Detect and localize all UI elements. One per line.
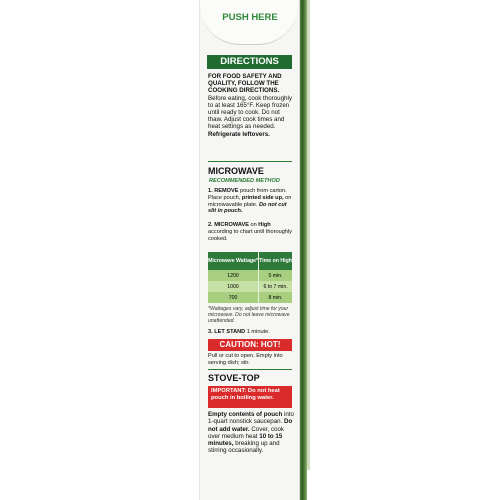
table-cell-wattage: 700 — [208, 292, 259, 303]
caution-text: Pull or cut to open. Empty into serving dish; stir. — [208, 353, 283, 366]
package-green-edge-highlight — [307, 0, 310, 470]
step-1-text-a: pouch from carton. Place pouch, — [208, 188, 287, 201]
microwave-heading: MICROWAVE — [208, 166, 264, 176]
package-green-edge — [300, 0, 307, 500]
table-header-wattage: Microwave Wattage* — [208, 252, 259, 270]
stovetop-no-water: Do not add water. — [208, 418, 293, 433]
stovetop-instructions — [208, 411, 294, 455]
section-divider — [208, 369, 292, 370]
microwave-time-table — [208, 252, 292, 303]
microwave-subtitle: RECOMMENDED METHOD — [209, 178, 280, 184]
directions-heading: DIRECTIONS — [207, 55, 292, 69]
microwave-step-3 — [208, 329, 294, 336]
push-here-label: PUSH HERE — [222, 12, 278, 23]
directions-leftovers: Refrigerate leftovers. — [208, 130, 270, 138]
directions-body: Before eating, cook thoroughly to at least 165°F. Keep frozen until ready to cook. Do not thaw. Adjust cook times and heat settings as needed. — [208, 94, 292, 131]
step-2-on: on — [250, 222, 257, 228]
step-2-text-b: according to chart until thoroughly cooked. — [208, 228, 292, 242]
section-divider — [208, 161, 292, 162]
step-2-lead: 2. MICROWAVE — [208, 222, 249, 228]
stovetop-time: 10 to 15 minutes, — [208, 432, 283, 448]
table-cell-wattage: 1200 — [208, 270, 259, 281]
stovetop-stir: breaking up and stirring occasionally. — [208, 440, 280, 455]
directions-intro: FOR FOOD SAFETY AND QUALITY, FOLLOW THE COOKING DIRECTIONS. — [208, 73, 282, 95]
step-3-lead: 3. LET STAND — [208, 329, 246, 335]
stovetop-saucepan: into 1-quart nonstick saucepan. — [208, 411, 294, 426]
step-1-printed-side: printed side up, — [241, 194, 284, 201]
table-cell-time: 5 min. — [259, 270, 292, 281]
table-cell-time: 6 to 7 min. — [259, 281, 292, 292]
step-1-text-c: on microwavable plate. — [208, 194, 292, 208]
stovetop-heading: STOVE-TOP — [208, 373, 260, 383]
table-row — [208, 281, 292, 292]
table-header-time: Time on High — [259, 252, 292, 270]
step-3-text: 1 minute. — [246, 329, 270, 335]
stovetop-empty-contents: Empty contents of pouch — [208, 411, 283, 418]
step-1-no-slit: Do not cut slit in pouch. — [208, 201, 287, 215]
table-header-row — [208, 252, 292, 270]
table-row — [208, 292, 292, 303]
stovetop-cover: Cover, cook over medium heat — [208, 425, 285, 440]
table-cell-wattage: 1000 — [208, 281, 259, 292]
step-2-high: High — [258, 222, 271, 228]
directions-text — [208, 73, 294, 138]
step-1-lead: 1. REMOVE — [208, 188, 239, 194]
caution-hot-banner: CAUTION: HOT! — [208, 339, 292, 351]
microwave-step-1 — [208, 188, 294, 215]
table-row — [208, 270, 292, 281]
stovetop-important-box: IMPORTANT: Do not heat pouch in boiling water. — [208, 386, 292, 408]
microwave-step-2 — [208, 222, 294, 242]
wattage-footnote: *Wattages vary, adjust time for your microwave. Do not leave microwave unattended. — [208, 306, 290, 325]
table-cell-time: 8 min. — [259, 292, 292, 303]
